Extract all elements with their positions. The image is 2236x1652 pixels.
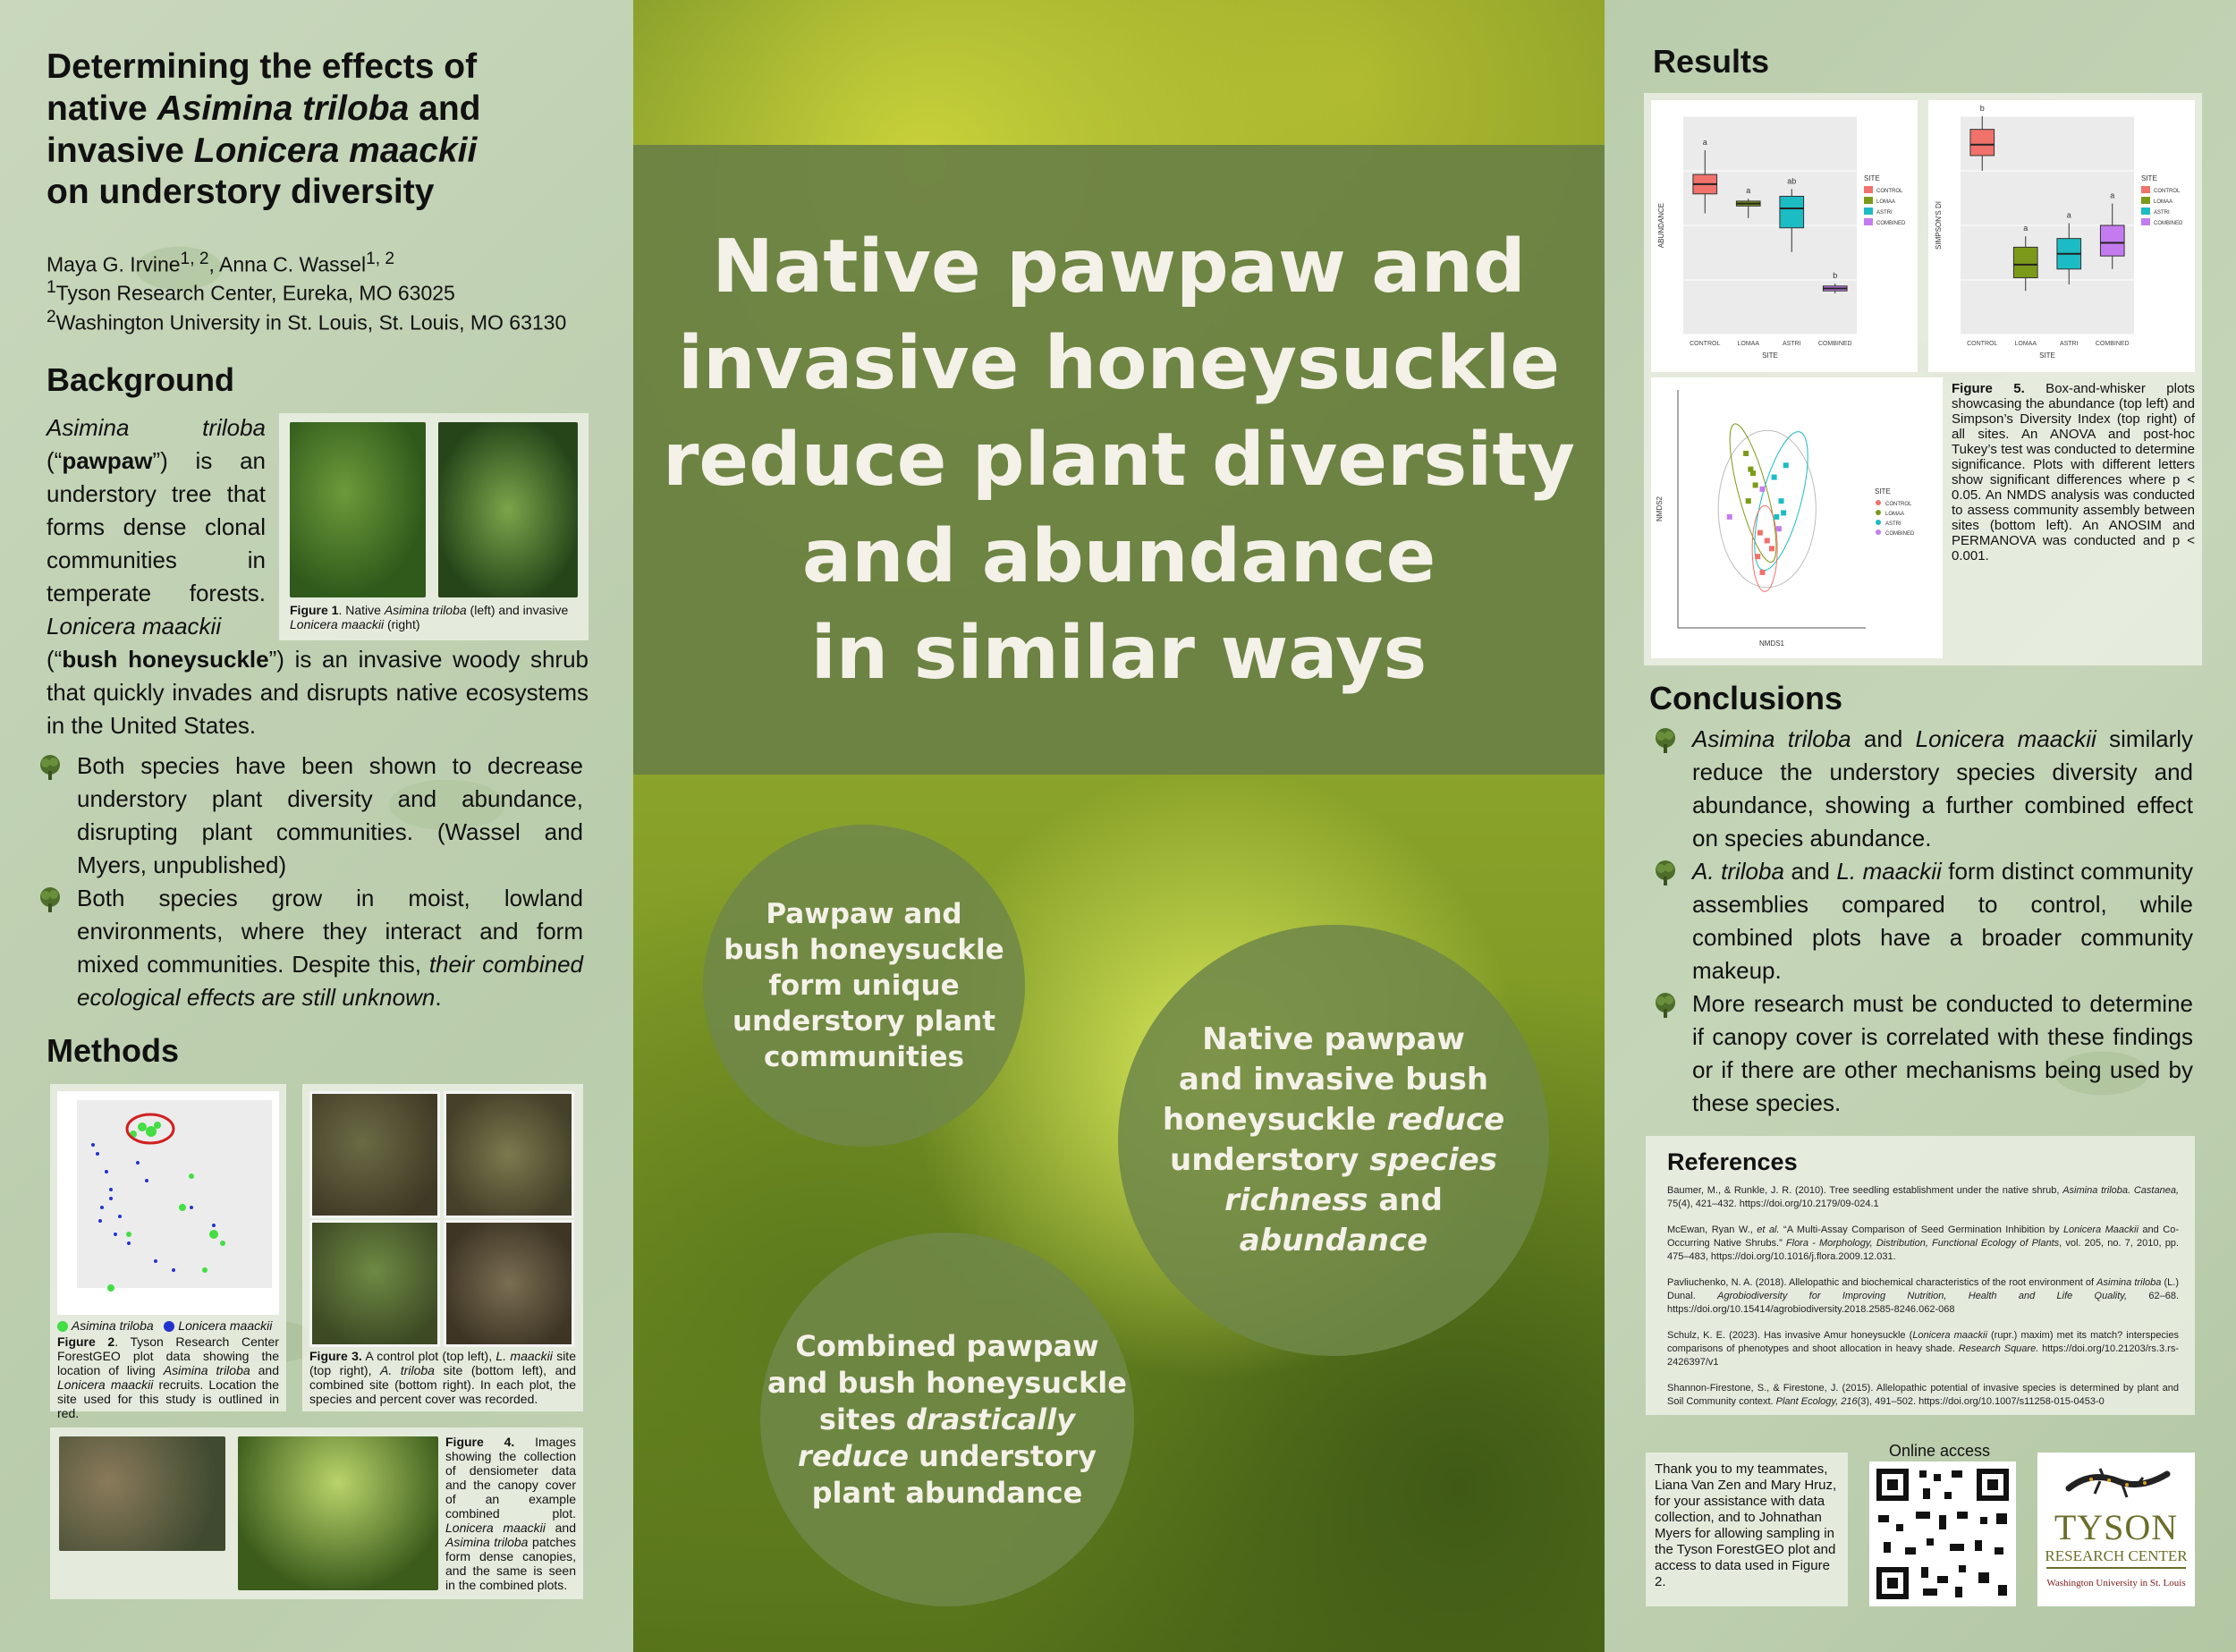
x-axis-label: SITE <box>2039 352 2055 360</box>
scatter-point <box>1783 462 1789 468</box>
finding-circle-2: Native pawpaw and invasive bush honeysuckle reduce understory species richness and abundance <box>1118 925 1549 1356</box>
methods-heading: Methods <box>47 1032 179 1069</box>
tree-icon <box>36 885 64 914</box>
lizard-icon <box>2064 1461 2172 1504</box>
scatter-point <box>1776 526 1782 531</box>
references-box <box>1646 1136 2195 1415</box>
significance-letter: a <box>2110 191 2115 200</box>
legend-entry: COMBINED <box>1885 531 1915 537</box>
legend-swatch <box>1864 186 1873 193</box>
scatter-point <box>1750 470 1756 476</box>
reference-item: Pavliuchenko, N. A. (2018). Allelopathic and biochemical characteristics of the root environment of Asimina triloba (L.) Dunal. Agrobiodiversity for Improving Nutrition, Health and Life Quality, 62–68. https://doi.org/10.15414/agrobiodiversity.2018.2585-8246.062-068 <box>1667 1277 2179 1315</box>
atriloba-plot-photo <box>309 1220 440 1347</box>
legend-title: SITE <box>1864 174 1880 182</box>
significance-letter: a <box>1702 137 1707 147</box>
legend-entry: LOMAA <box>1885 512 1905 517</box>
x-axis-label: NMDS1 <box>1758 640 1785 648</box>
scatter-point <box>1765 538 1770 543</box>
confidence-ellipse <box>1721 420 1785 566</box>
x-tick-label: ASTRI <box>2059 341 2079 347</box>
abundance-boxplot <box>1651 100 1918 372</box>
acknowledgements-box <box>1646 1453 1848 1606</box>
affiliation-2: $^2$Washington University in St. Louis, St. Louis, MO 63130 <box>47 307 567 335</box>
tree-icon <box>1651 859 1680 887</box>
scatter-point <box>1743 451 1749 456</box>
bullet-item: Asimina triloba and Lonicera maackii similarly reduce the understory species diversity and abundance, showing a further combined effect on species abundance. <box>1651 723 2193 855</box>
figure-2 <box>50 1084 286 1420</box>
nmds-plot <box>1651 377 1943 658</box>
scatter-point <box>1755 554 1760 559</box>
figure-3 <box>302 1084 583 1411</box>
author-names: Maya G. Irvine$^{1, 2}$, Anna C. Wassel$^{1, 2}$ <box>47 250 395 276</box>
legend-entry: CONTROL <box>1885 502 1912 507</box>
legend-swatch <box>2141 197 2150 204</box>
significance-letter: b <box>1833 271 1838 281</box>
finding-circle-1: Pawpaw and bush honeysuckle form unique understory plant communities <box>703 825 1025 1147</box>
significance-letter: a <box>2066 210 2071 220</box>
scatter-point <box>1772 475 1777 480</box>
densiometer-photo <box>59 1436 225 1551</box>
figure-2-legend: Asimina triloba Lonicera maackii <box>57 1318 279 1333</box>
references-list <box>1667 1184 2179 1421</box>
legend-swatch <box>1864 197 1873 204</box>
background-text: Asimina triloba (“pawpaw”) is an understory tree that forms dense clonal communities in temperate forests. Lonicera maackii (“bush honeysuckle”) is an invasive woody shrub that quickly invades and disrupts native ecosystems in the United States. <box>47 414 589 739</box>
x-tick-label: CONTROL <box>1690 341 1721 347</box>
scatter-point <box>1779 498 1784 504</box>
acknowledgements-text: Thank you to my teammates, Liana Van Zen and Mary Hruz, for your assistance with data collection, and to Johnathan Myers for allowing sampling in the Tyson ForestGEO plot and access to data used in Figure 2. <box>1655 1461 1837 1589</box>
figure-3-caption: Figure 3. A control plot (top left), L. maackii site (top right), A. triloba site (bottom left), and combined site (bottom right). In each plot, the species and percent cover was recorded. <box>309 1349 576 1406</box>
qr-code[interactable] <box>1869 1461 2016 1606</box>
simpson-boxplot <box>1928 100 2195 372</box>
lmaackii-plot-photo <box>444 1091 574 1218</box>
bullet-item: More research must be conducted to determine if canopy cover is correlated with these findings or if there are other mechanisms being used by these species. <box>1651 987 2193 1120</box>
forestgeo-map <box>57 1091 279 1315</box>
background-heading: Background <box>47 361 235 398</box>
scatter-point <box>1757 530 1763 536</box>
references-heading: References <box>1667 1148 1798 1175</box>
control-plot-photo <box>309 1091 440 1218</box>
figure-5-caption: Figure 5. Box-and-whisker plots showcasing the abundance (top left) and Simpson’s Diversity Index (top right) of all sites. An ANOVA and post-hoc Tukey’s test was conducted to determine significance. Plots with different letters show significant differences where p < 0.05. An NMDS analysis was conducted to assess community assembly between sites (bottom left). An ANOSIM and PERMANOVA was conducted and p < 0.001. <box>1952 381 2195 563</box>
reference-item: Baumer, M., & Runkle, J. R. (2010). Tree seedling establishment under the native shrub, Asimina triloba. Castanea, 75(4), 421–432. https://doi.org/10.2179/09-024.1 <box>1667 1185 2179 1209</box>
tree-icon <box>36 753 64 782</box>
tree-icon <box>1651 991 1680 1020</box>
legend-swatch <box>1876 520 1881 525</box>
legend-title: SITE <box>2141 174 2157 182</box>
legend-entry: LOMAA <box>2154 199 2173 205</box>
figure-2-caption: Figure 2. Tyson Research Center ForestGEO plot data showing the location of living Asimina triloba and Lonicera maackii recruits. Location the site used for this study is outlined in red. <box>57 1334 279 1420</box>
significance-letter: b <box>1979 104 1985 113</box>
results-heading: Results <box>1653 43 1770 80</box>
scatter-point <box>1753 482 1758 487</box>
canopy-photo <box>238 1436 438 1590</box>
confidence-ellipse <box>1718 430 1816 588</box>
legend-entry: COMBINED <box>1876 221 1906 226</box>
legend-entry: ASTRI <box>2154 210 2170 216</box>
box <box>2013 247 2037 277</box>
x-axis-label: SITE <box>1762 352 1778 360</box>
bullet-item: A. triloba and L. maackii form distinct community assemblies compared to control, while combined plots have a broader community makeup. <box>1651 855 2193 987</box>
authors-block <box>47 249 619 335</box>
poster-title: Determining the effects of native Asimina triloba and invasive Lonicera maackii on understory diversity <box>47 47 481 212</box>
legend-swatch <box>1864 218 1873 225</box>
reference-item: Shannon-Firestone, S., & Firestone, J. (2015). Allelopathic potential of invasive species is determined by plant and Soil Community context. Plant Ecology, 216(3), 491–502. https://doi.org/10.1007/s11258-015-0453-0 <box>1667 1383 2179 1407</box>
legend-swatch <box>2141 208 2150 215</box>
figure-4-caption: Figure 4. Images showing the collection of densiometer data and the canopy cover of an example combined plot. Lonicera maackii and Asimina triloba patches form dense canopies, and the same is seen in the combined plots. <box>445 1435 576 1592</box>
x-tick-label: LOMAA <box>2014 341 2037 347</box>
combined-plot-photo <box>444 1220 574 1347</box>
main-finding-title: Native pawpaw and invasive honeysuckle reduce plant diversity and abundance in similar ways <box>662 225 1576 696</box>
x-tick-label: CONTROL <box>1967 341 1998 347</box>
legend-swatch <box>1876 510 1881 515</box>
legend-entry: LOMAA <box>1876 199 1896 205</box>
y-axis-label: NMDS2 <box>1656 496 1664 522</box>
tyson-logo: TYSON RESEARCH CENTER Washington University in St. Louis <box>2037 1453 2195 1606</box>
legend-entry: ASTRI <box>1885 521 1901 527</box>
legend-entry: COMBINED <box>2154 221 2183 226</box>
reference-item: Schulz, K. E. (2023). Has invasive Amur honeysuckle (Lonicera maackii (rupr.) maxim) met its match? interspecies comparisons of phenotypes and shoot allocation in heavy shade. Research Square. https://doi.org/10.21203/rs.3.rs-2426397/v1 <box>1667 1330 2179 1368</box>
scatter-point <box>1774 514 1779 520</box>
conclusions-bullets <box>1651 723 2193 1120</box>
center-panel <box>633 0 1605 1652</box>
figure-5 <box>1644 93 2202 665</box>
abundance-plot <box>1651 100 1918 372</box>
legend-swatch <box>2141 186 2150 193</box>
online-access-label: Online access <box>1889 1442 1991 1460</box>
x-tick-label: ASTRI <box>1782 341 1801 347</box>
reference-item: McEwan, Ryan W., et al. “A Multi-Assay Comparison of Seed Germination Inhibition by Lonicera Maackii and Co-Occurring Native Shrubs.” Flora - Morphology, Distribution, Functional Ecology of Plants, vol. 205, no. 7, 2010, pp. 475–483, https://doi.org/10.1016/j.flora.2009.12.031. <box>1667 1224 2179 1262</box>
x-tick-label: COMBINED <box>1817 341 1852 347</box>
scatter-point <box>1760 570 1766 575</box>
bullet-item: Both species grow in moist, lowland environments, where they interact and form mixed communities. Despite this, their combined ecological effects are still unknown. <box>36 882 583 1014</box>
affiliation-1: $^1$Tyson Research Center, Eureka, MO 63025 <box>47 278 455 306</box>
qr-code-icon <box>1869 1461 2016 1606</box>
significance-letter: ab <box>1787 176 1797 186</box>
significance-letter: a <box>2023 224 2028 233</box>
finding-circle-3: Combined pawpaw and bush honeysuckle sites drastically reduce understory plant abundance <box>760 1233 1134 1606</box>
background-bullets <box>36 750 583 1014</box>
y-axis-label: ABUNDANCE <box>1657 202 1665 249</box>
legend-swatch <box>1876 500 1881 505</box>
scatter-point <box>1760 487 1766 492</box>
legend-entry: ASTRI <box>1876 210 1893 216</box>
scatter-point <box>1769 546 1774 551</box>
box <box>1970 130 1995 156</box>
legend-swatch <box>1876 529 1881 535</box>
conclusions-heading: Conclusions <box>1649 680 1843 716</box>
legend-entry: CONTROL <box>1876 189 1903 194</box>
legend-swatch <box>2141 218 2150 225</box>
scatter-point <box>1727 514 1732 520</box>
box <box>1780 196 1804 227</box>
scatter-point <box>1781 510 1786 515</box>
x-tick-label: COMBINED <box>2095 341 2130 347</box>
x-tick-label: LOMAA <box>1737 341 1760 347</box>
legend-title: SITE <box>1875 487 1891 496</box>
y-axis-label: SIMPSON'S DI <box>1935 201 1943 250</box>
tree-icon <box>1651 726 1680 755</box>
legend-swatch <box>1864 208 1873 215</box>
scatter-point <box>1746 498 1751 504</box>
legend-entry: CONTROL <box>2154 189 2181 194</box>
nmds-scatter <box>1651 377 1943 658</box>
simpson-plot <box>1928 100 2195 372</box>
figure-4 <box>50 1427 583 1599</box>
box <box>2100 225 2124 256</box>
bullet-item: Both species have been shown to decrease understory plant diversity and abundance, disrupting plant communities. (Wassel and Myers, unpublished) <box>36 750 583 882</box>
figure-1-caption: Figure 1. Native Asimina triloba (left) and invasive Lonicera maackii (right) <box>290 603 569 631</box>
significance-letter: a <box>1746 186 1751 196</box>
